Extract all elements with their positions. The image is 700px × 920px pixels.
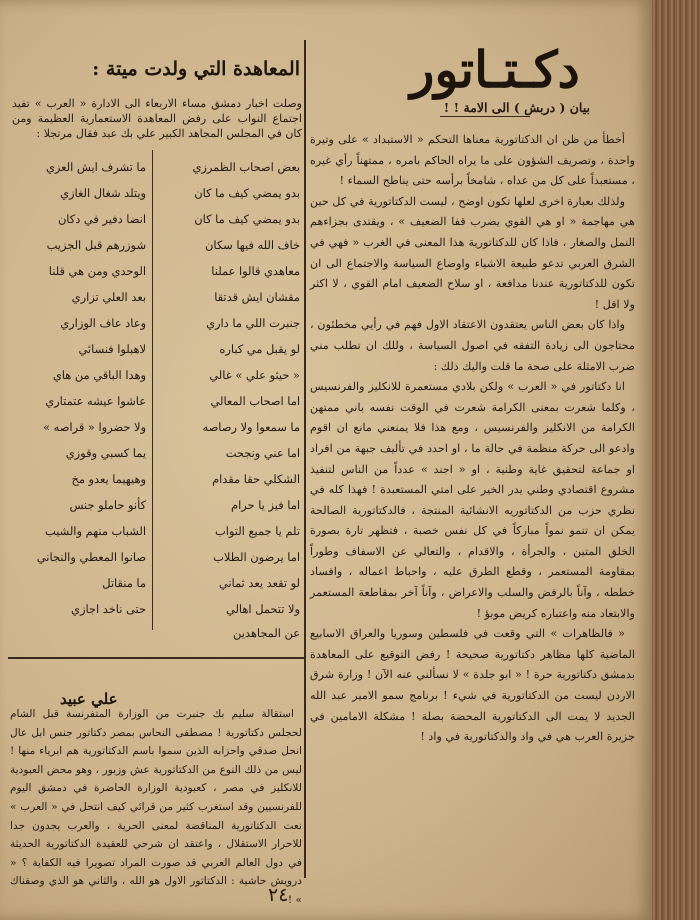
poem-verse: الشباب منهم والشيب — [45, 524, 146, 538]
article-paragraph: « فالظاهرات » التي وقعت في فلسطين وسوريا والعراق الاسابيع الماضية كلها مظاهر دكتاتورية صحيحة ! رفض التوقيع على المعاهدة بدمشق دكتاتورية حرة ! « ابو جلدة » لا نسألني عنه الآن ! وزارة شرق الاردن ليست من الدكتاتورية في شيء ! برنامج سمو الامير عبد الله الجديد لا يمت الى الدكتاتورية المحضة بصلة ! مشكلة الامامين في جزيرة العرب هي في واد والدكتاتورية في واد ! — [310, 627, 635, 744]
poem-verse: ما سمعوا ولا رصاصه — [202, 420, 300, 434]
poem-verse: حتى ناخد اجازي — [71, 602, 146, 616]
book-page-edges — [652, 0, 700, 920]
poem-verse: عاشوا عيشه عتمتاري — [45, 394, 146, 408]
poem-verse: بدو يمضي كيف ما كان — [194, 212, 300, 226]
poem-verse: لو يقبل مي كباره — [219, 342, 300, 356]
poem-verse: الوحدي ومن هي قلنا — [48, 264, 146, 278]
poem-verse: تلم يا جميع التواب — [215, 524, 300, 538]
poem-verse: ويتلد شغال الغازي — [60, 186, 146, 200]
left-article-intro: وصلت اخبار دمشق مساء الاربعاء الى الادارة « العرب » تفيد اجتماع النواب على رفض المعاهدة الاستعمارية العظيمة ومن كان في المجلس المجاهد الكبير علي بك عبد فقال مرتجلا : — [12, 97, 302, 140]
poem-verse: انضا دفير في دكان — [57, 212, 146, 226]
poem-verse: يما كسبي وقوزي — [65, 446, 146, 460]
poem-verse: ما منقاتل — [102, 576, 146, 590]
article-paragraph: أخطأ من ظن ان الدكتاتورية معناها التحكم « الاستبداد » على وتيرة واحدة ، وتصريف الشؤون على ما يراه الحاكم بامره ، ممتهناً رأي غيره ، مستعبداً على كل من عداه ، شامخاً برأسه حتى يناطح السماء ! — [310, 133, 635, 188]
poem-verse: خاف الله فيها سكان — [205, 238, 300, 252]
poem-verse: معاهدي قالوا عملنا — [211, 264, 300, 278]
poem-verse: ما تشرف ايش العزي — [45, 160, 146, 174]
poem-verse: ولا تتحمل اهالي — [225, 602, 300, 616]
poem-column-left — [6, 160, 146, 630]
article-paragraph: واذا كان بعض الناس يعتقدون الاعتقاد الاول فهم في رأيي مخطئون ، محتاجون الى زيادة التفقه في اصول السياسة ، وللك ان تطلب مني ضرب الامثلة على صحة ما قلت واليك ذلك : — [310, 318, 635, 373]
poem-verse: عن المجاهدين — [233, 626, 300, 640]
poem-verse: الشكلي حقا مقدام — [212, 472, 300, 486]
article-paragraph: انا دكتاتور في « العرب » ولكن بلادي مستعمرة للانكليز والفرنسيس ، وكلما شعرت بمعنى الكرامة شعرت في الوقت نفسه باني ممتهن الكرامة من الانكليز والفرنسيس ، ومع هذا فلا يمنعني مانع ان اقوم وادعو الى حركة منظمة في حالة ما ، او احدد في تأليف جبهة من افراد او جماعة لتحقيق غاية وطنية ، او « اجند » عدداً من الناس لتنفيذ مشروع اقتصادي وطني يدر الخير على امتي المستعبدة ! فهذا كله في نظري حزب من الدكتاتوريه الانشائية المنتجة ، فالدكتاتورية الصالحة يمكن ان تنمو نمواً مباركاً في كل نفس خصبة ، فتظهر تارة بصورة الخلق المتين ، والجرأة ، والاقدام ، والتعالي عن الاسفاف وطوراً بمقاومة المستعمر ، وقطع الطرق عليه ، واحباط اعماله ، وافساد خططه ، وآناً بالرفض والسلب والاعراض ، وآناً آخر بمقاطعة المستعمر والابتعاد منه واعتباره كريض موبؤ ! — [310, 380, 635, 620]
poem-verse: وهدا الباقي من هاي — [52, 368, 146, 382]
poem-verse: « حيثو علي » غالي — [209, 368, 300, 382]
right-article-body — [310, 130, 635, 875]
poem-divider — [152, 150, 153, 630]
poem-verse: وعاد عاف الوزاري — [60, 316, 146, 330]
article-paragraph: ولذلك بعبارة اخرى لعلها تكون اوضح ، ليست الدكتاتورية في كل حين هي مهاجمة « او هي القوي يضرب قفا الضعيف » ، ويقتدى بجزاءهم النمل والصغار ، فاذا كان للدكتاتورية هذا المعنى في الغرب « فهي في الشرق العربي تدعو طبيعة الاشياء واوضاع السياسة والاجتماع الى ان تكون للدكتاتورية عندنا مدافعة ، او سلاح الضعيف امام القوي ، لا اكثر ولا اقل ! — [310, 194, 635, 311]
poem-verse: لاهبلوا فنسائي — [78, 342, 146, 356]
poem-verse: بعد العلي تزاري — [71, 290, 146, 304]
title-underline — [440, 116, 530, 117]
poem-verse: جنبرت اللي ما داري — [206, 316, 300, 330]
left-article-title: المعاهدة التي ولدت ميتة : — [92, 58, 300, 80]
page-number: ٢٤ — [268, 884, 289, 906]
poem-verse: بدو يمضي كيف ما كان — [194, 186, 300, 200]
column-divider — [304, 40, 306, 878]
article-title: دكـتـاتور — [410, 40, 580, 99]
article-byline: بيان ( دربش ) الى الامة ! ! — [443, 100, 590, 115]
poem-signoff: علي عبيد — [60, 690, 118, 708]
poem-verse: لو تقعد يعد ثماني — [218, 576, 300, 590]
poem-verse: اما يرضون الطلاب — [213, 550, 300, 564]
left-section-divider — [8, 657, 304, 659]
poem-verse: شوزرهم قبل الجزيب — [46, 238, 146, 252]
poem-verse: اما عني ونجحت — [225, 446, 300, 460]
poem-verse: مقشان ايش قدتقا — [214, 290, 300, 304]
article-paragraph: استقالة سليم بك جنبرت من الوزارة المتفرنسة قبل الشام لحجلس دكتاتورية ! مصطفى النحاس بمصر دكتاتور جنس ابل عال انحل صدقي واحزابه الذين سموا باسم الدكتاتورية هم ابرياء منها ! ليس من ذلك النوع من الدكتاتورية عش وزبور ، وهو محض العبودية للانكليز في مصر ، كعبودية الوزارة الحاضرة في دمشق اليوم للفرنسيين وقد استغرب كثير من قرائي كيف انتحل في « العرب » نعت الدكتاتورية المناقضة لمعنى الحرية ، والعرب يجدون جدا للاحرار الاستقلال ، واعتقد ان شرحي للعقيدة الدكتاتورية الحديثة في دول العالم العربي قد صورت المراد تصويرا فيه الكفاية ؟ « درويش حاشية : الدكتاتور الاول هو الله ، والثاني هو الذي وصفناك » ! — [10, 708, 302, 906]
poem-verse: وهيهيما يعدو مخ — [71, 472, 146, 486]
poem-column-right — [160, 160, 300, 650]
poem-verse: صانوا المعطي والنجاني — [36, 550, 146, 564]
poem-verse: اما فيز يا حرام — [231, 498, 300, 512]
poem-verse: ولا حضروا « قراصه » — [43, 420, 146, 434]
poem-verse: كأنو حاملو جنس — [69, 498, 146, 512]
poem-verse: اما اصحاب المعالي — [210, 394, 300, 408]
poem-verse: بعض اصحاب الظمرزي — [192, 160, 300, 174]
